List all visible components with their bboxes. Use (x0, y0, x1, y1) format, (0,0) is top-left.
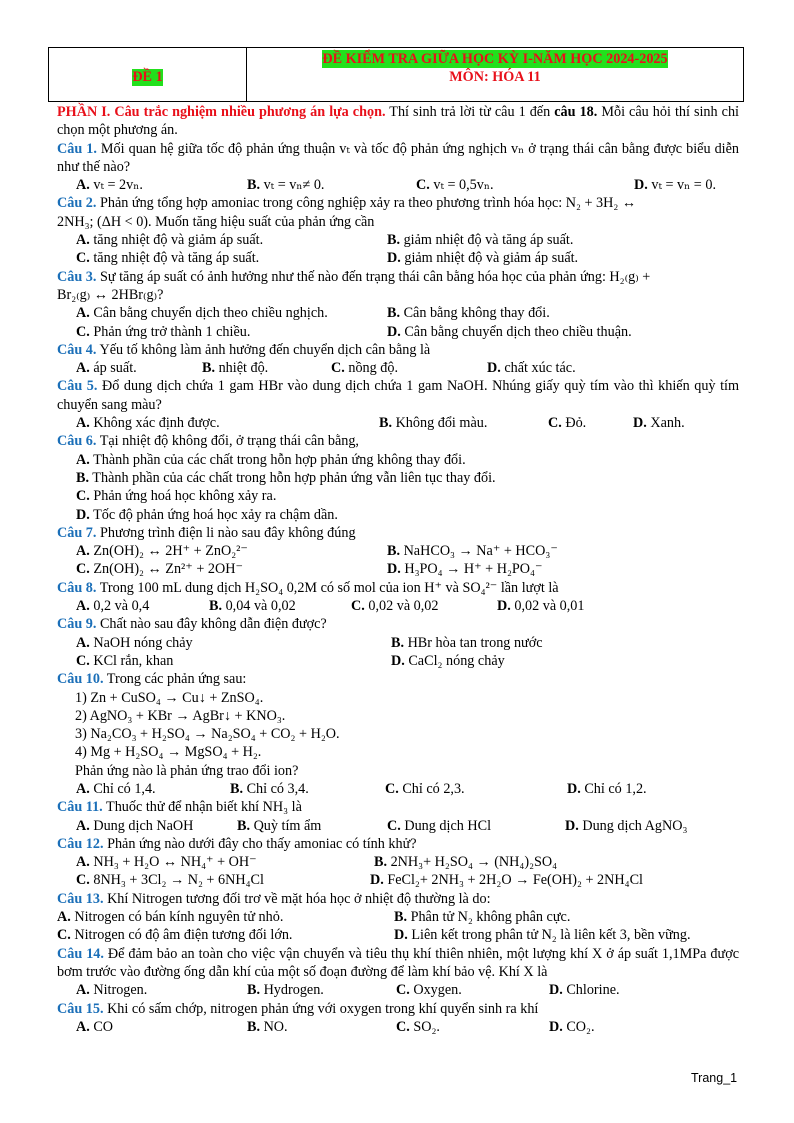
option-d[interactable]: D. H₃PO₄ → H⁺ + H₂PO₄⁻ (387, 561, 543, 578)
option-b[interactable]: B. NO. (247, 1018, 288, 1035)
option-d[interactable]: D. Dung dịch AgNO₃ (565, 817, 688, 834)
question-13-options-ab (57, 908, 739, 926)
option-c[interactable]: C. 8NH₃ + 3Cl₂ → N₂ + 6NH₄Cl (76, 872, 264, 889)
option-a[interactable]: A. Zn(OH)₂ ↔ 2H⁺ + ZnO₂²⁻ (76, 543, 248, 560)
option-d[interactable]: D. Chlorine. (549, 982, 620, 999)
option-d[interactable]: D. 0,02 và 0,01 (497, 598, 585, 615)
question-7: Câu 7. Phương trình điện li nào sau đây không đúng (57, 524, 356, 541)
page-footer: Trang_1 (691, 1071, 738, 1085)
header-right-cell (247, 48, 743, 101)
question-8: Câu 8. Trong 100 mL dung dịch H₂SO₄ 0,2M có số mol của ion H⁺ và SO₄²⁻ lần lượt là (57, 579, 559, 596)
question-2: Câu 2. Phản ứng tổng hợp amoniac trong công nghiệp xảy ra theo phương trình hóa học: N₂ + 3H₂ ↔ (57, 195, 637, 212)
question-12: Câu 12. Phản ứng nào dưới đây cho thấy amoniac có tính khử? (57, 835, 417, 852)
question-2-cont: 2NH₃; (ΔH < 0). Muốn tăng hiệu suất của phản ứng cần (57, 213, 375, 230)
option-b[interactable]: B. Phân tử N₂ không phân cực. (394, 909, 571, 926)
option-b[interactable]: B. Cân bằng không thay đổi. (387, 305, 550, 322)
option-a[interactable]: A. NH₃ + H₂O ↔ NH₄⁺ + OH⁻ (76, 854, 257, 871)
option-d[interactable]: D. CaCl₂ nóng chảy (391, 652, 505, 669)
reaction-3: 3) Na₂CO₃ + H₂SO₄ → Na₂SO₄ + CO₂ + H₂O. (75, 726, 340, 743)
question-3: Câu 3. Sự tăng áp suất có ảnh hưởng như thế nào đến trạng thái cân bằng hóa học của phản ứng: H₂₍g₎ + (57, 268, 651, 285)
question-14-options (57, 981, 739, 999)
question-10: Câu 10. Trong các phản ứng sau: (57, 671, 247, 688)
question-5-options (57, 414, 739, 432)
question-14: Câu 14. Để đảm bảo an toàn cho việc vận chuyển và tiêu thụ khí thiên nhiên, một lượng khí X ở áp suất 1,1MPa được bơm trước vào đường ống dẫn khí của một số đoạn đường để làm khí bảo vệ. Khí X là (57, 945, 739, 980)
option-c[interactable]: C. Chỉ có 2,3. (385, 780, 465, 797)
reaction-2: 2) AgNO₃ + KBr → AgBr↓ + KNO₃. (75, 707, 286, 724)
option-c[interactable]: C. Đỏ. (548, 415, 587, 432)
option-a[interactable]: A. áp suất. (76, 360, 137, 377)
option-b[interactable]: B. Quỳ tím ẩm (237, 817, 322, 834)
exam-content (57, 103, 739, 1036)
option-d[interactable]: D. Cân bằng chuyển dịch theo chiều thuận. (387, 323, 632, 340)
option-a[interactable]: A. tăng nhiệt độ và giảm áp suất. (76, 232, 264, 249)
option-a[interactable]: A. NaOH nóng chảy (76, 634, 193, 651)
option-a[interactable]: A. Không xác định được. (76, 415, 220, 432)
option-c[interactable]: C. Dung dịch HCl (387, 817, 492, 834)
exam-subject: MÔN: HÓA 11 (449, 69, 541, 85)
question-10-ask: Phản ứng nào là phản ứng trao đổi ion? (75, 762, 299, 779)
exam-code: ĐỀ 1 (132, 69, 163, 85)
question-3-options-cd (57, 323, 739, 341)
option-b[interactable]: B. 2NH₃+ H₂SO₄ → (NH₄)₂SO₄ (374, 854, 558, 871)
header-table (48, 47, 744, 102)
option-d[interactable]: D. Chỉ có 1,2. (567, 780, 647, 797)
option-c[interactable]: C. Phản ứng trở thành 1 chiều. (76, 323, 251, 340)
option-a[interactable]: A. 0,2 và 0,4 (76, 598, 150, 615)
question-11: Câu 11. Thuốc thử để nhận biết khí NH₃ là (57, 799, 302, 816)
question-2-options-cd (57, 249, 739, 267)
option-d[interactable]: D. Xanh. (633, 415, 685, 432)
option-b[interactable]: B. Hydrogen. (247, 982, 324, 999)
question-2-options-ab (57, 231, 739, 249)
question-1: Câu 1. Mối quan hệ giữa tốc độ phản ứng thuận vₜ và tốc độ phản ứng nghịch vₙ ở trạng thái cân bằng được biểu diễn như thế nào? (57, 140, 740, 175)
option-b[interactable]: B. Chỉ có 3,4. (230, 780, 309, 797)
option-a[interactable]: A. Thành phần của các chất trong hỗn hợp phản ứng không thay đổi. (76, 451, 466, 468)
option-d[interactable]: D. giảm nhiệt độ và giảm áp suất. (387, 250, 579, 267)
question-8-options (57, 597, 739, 615)
option-c[interactable]: C. Phản ứng hoá học không xảy ra. (76, 488, 277, 505)
option-c[interactable]: C. SO₂. (396, 1018, 440, 1035)
question-3-options-ab (57, 304, 739, 322)
question-7-options-ab (57, 542, 739, 560)
question-12-options-ab (57, 853, 739, 871)
question-15-options (57, 1018, 739, 1036)
header-left-cell (49, 48, 247, 101)
question-6: Câu 6. Tại nhiệt độ không đổi, ở trạng thái cân bằng, (57, 433, 359, 450)
option-c[interactable]: C. KCl rắn, khan (76, 652, 174, 669)
question-9: Câu 9. Chất nào sau đây không dẫn điện được? (57, 616, 327, 633)
option-c[interactable]: C. Zn(OH)₂ ↔ Zn²⁺ + 2OH⁻ (76, 561, 243, 578)
exam-title: ĐỀ KIỂM TRA GIỮA HỌC KỲ I-NĂM HỌC 2024-2025 (322, 51, 668, 67)
option-a[interactable]: A. Nitrogen có bán kính nguyên tử nhỏ. (57, 909, 284, 926)
question-9-options-ab (57, 634, 739, 652)
question-10-options (57, 780, 739, 798)
option-c[interactable]: C. tăng nhiệt độ và tăng áp suất. (76, 250, 260, 267)
option-a[interactable]: A. Nitrogen. (76, 982, 148, 999)
option-a[interactable]: A. CO (76, 1018, 114, 1035)
question-15: Câu 15. Khi có sấm chớp, nitrogen phản ứng với oxygen trong khí quyển sinh ra khí (57, 1000, 539, 1017)
question-5: Câu 5. Đổ dung dịch chứa 1 gam HBr vào dung dịch chứa 1 gam NaOH. Nhúng giấy quỳ tím vào thì khiến quỳ tím chuyển sang màu? (57, 378, 739, 413)
question-13: Câu 13. Khí Nitrogen tương đối trơ về mặt hóa học ở nhiệt độ thường là do: (57, 890, 491, 907)
option-b[interactable]: B. 0,04 và 0,02 (209, 598, 296, 615)
option-d[interactable]: D. CO₂. (549, 1018, 595, 1035)
option-a[interactable]: A. vₜ = 2vₙ. (76, 177, 143, 194)
option-d[interactable]: D. FeCl₂+ 2NH₃ + 2H₂O → Fe(OH)₂ + 2NH₄Cl (370, 872, 643, 889)
option-b[interactable]: B. HBr hòa tan trong nước (391, 634, 543, 651)
option-c[interactable]: C. Nitrogen có độ âm điện tương đối lớn. (57, 927, 293, 944)
question-9-options-cd (57, 652, 739, 670)
option-c[interactable]: C. nồng độ. (331, 360, 398, 377)
option-c[interactable]: C. Oxygen. (396, 982, 462, 999)
option-b[interactable]: B. vₜ = vₙ≠ 0. (247, 177, 325, 194)
option-d[interactable]: D. chất xúc tác. (487, 360, 576, 377)
question-1-options (57, 176, 739, 194)
part1-heading: PHẦN I. Câu trắc nghiệm nhiều phương án lựa chọn. Thí sinh trả lời từ câu 1 đến câu 18. Mỗi câu hỏi thí sinh chỉ chọn một phương án. (57, 104, 739, 139)
reaction-4: 4) Mg + H₂SO₄ → MgSO₄ + H₂. (75, 744, 262, 761)
question-4-options (57, 359, 739, 377)
option-b[interactable]: B. Không đổi màu. (379, 415, 488, 432)
option-b[interactable]: B. nhiệt độ. (202, 360, 269, 377)
option-b[interactable]: B. Thành phần của các chất trong hỗn hợp phản ứng vẫn liên tục thay đổi. (76, 469, 496, 486)
option-b[interactable]: B. giảm nhiệt độ và tăng áp suất. (387, 232, 574, 249)
option-d[interactable]: D. Tốc độ phản ứng hoá học xảy ra chậm dần. (76, 506, 338, 523)
question-4: Câu 4. Yếu tố không làm ảnh hưởng đến chuyển dịch cân bằng là (57, 341, 431, 358)
option-b[interactable]: B. NaHCO₃ → Na⁺ + HCO₃⁻ (387, 543, 558, 560)
option-a[interactable]: A. Chỉ có 1,4. (76, 780, 156, 797)
option-c[interactable]: C. vₜ = 0,5vₙ. (416, 177, 494, 194)
reaction-1: 1) Zn + CuSO₄ → Cu↓ + ZnSO₄. (75, 689, 264, 706)
question-12-options-cd (57, 871, 739, 889)
option-d[interactable]: D. Liên kết trong phân tử N₂ là liên kết 3, bền vững. (394, 927, 691, 944)
question-11-options (57, 817, 739, 835)
option-d[interactable]: D. vₜ = vₙ = 0. (634, 177, 716, 194)
option-c[interactable]: C. 0,02 và 0,02 (351, 598, 439, 615)
question-13-options-cd (57, 926, 739, 944)
question-7-options-cd (57, 560, 739, 578)
option-a[interactable]: A. Dung dịch NaOH (76, 817, 194, 834)
option-a[interactable]: A. Cân bằng chuyển dịch theo chiều nghịch. (76, 305, 328, 322)
question-3-cont: Br₂₍g₎ ↔ 2HBr₍g₎? (57, 286, 164, 303)
